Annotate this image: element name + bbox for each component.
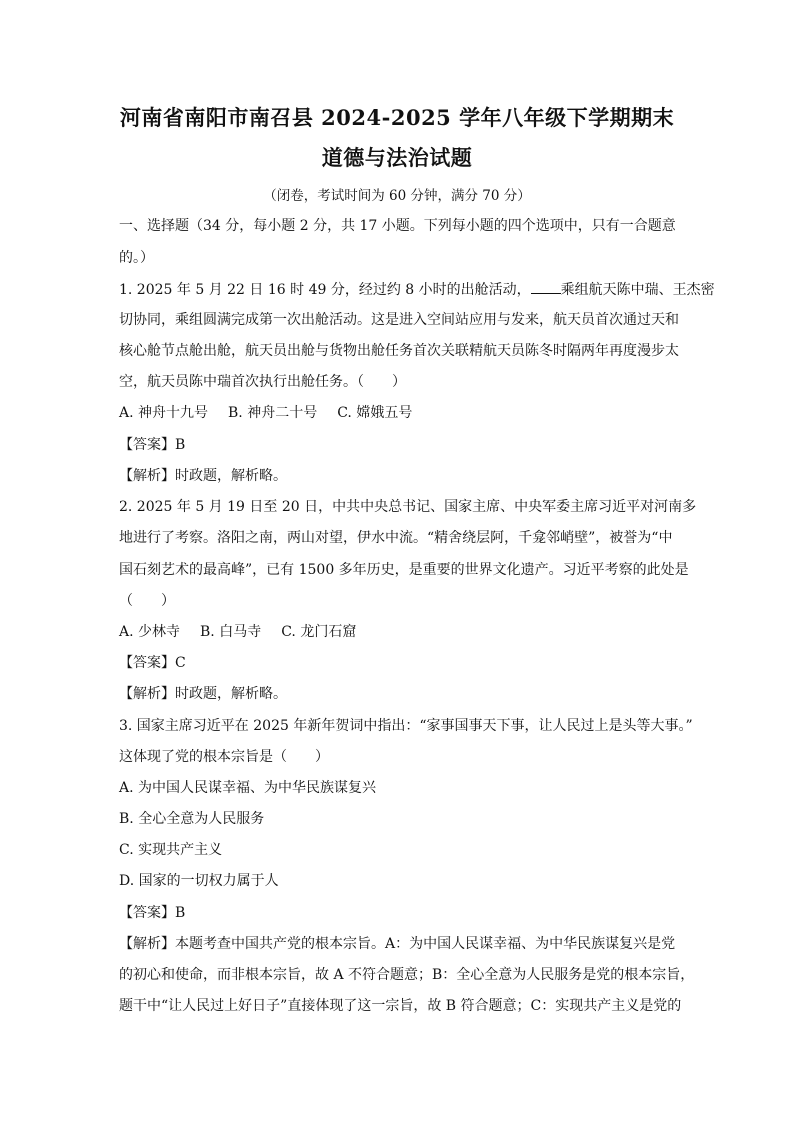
q1-option-a: A. 神舟十九号 bbox=[119, 405, 209, 421]
exam-title-line1: 河南省南阳市南召县 2024-2025 学年八年级下学期期末 bbox=[119, 105, 675, 130]
q3-answer: 【答案】B bbox=[119, 905, 186, 921]
q2-analysis: 【解析】时政题，解析略。 bbox=[119, 686, 287, 702]
q3-analysis-line1: 【解析】本题考查中国共产党的根本宗旨。A：为中国人民谋幸福、为中华民族谋复兴是党 bbox=[119, 936, 676, 952]
q1-option-c: C. 嫦娥五号 bbox=[337, 405, 413, 421]
section-heading-line1: 一、选择题（34 分，每小题 2 分，共 17 小题。下列每小题的四个选项中，只有一合题意 bbox=[119, 218, 676, 234]
q3-stem-line2: 这体现了党的根本宗旨是（ ） bbox=[119, 749, 329, 765]
q3-option-a: A. 为中国人民谋幸福、为中华民族谋复兴 bbox=[119, 780, 377, 796]
q3-option-d: D. 国家的一切权力属于人 bbox=[119, 873, 279, 889]
q2-option-b: B. 白马寺 bbox=[200, 624, 262, 640]
q2-stem-line1: 2. 2025 年 5 月 19 日至 20 日，中共中央总书记、国家主席、中央军委主席习近平对河南多 bbox=[119, 499, 697, 515]
q3-analysis-line3: 题干中“让人民过上好日子”直接体现了这一宗旨，故 B 符合题意；C：实现共产主义是党的 bbox=[119, 998, 682, 1014]
q1-analysis: 【解析】时政题，解析略。 bbox=[119, 468, 287, 484]
q2-options bbox=[119, 622, 689, 642]
q1-answer: 【答案】B bbox=[119, 437, 186, 453]
q3-stem-line1: 3. 国家主席习近平在 2025 年新年贺词中指出：“家事国事天下事，让人民过上是头等大事。” bbox=[119, 718, 693, 734]
q2-option-a: A. 少林寺 bbox=[119, 624, 181, 640]
q1-stem-line4: 空，航天员陈中瑞首次执行出舱任务。（ ） bbox=[119, 374, 406, 390]
q1-stem-line1-start: 1. 2025 年 5 月 22 日 16 时 49 分，经过约 8 小时的出舱活动， bbox=[119, 282, 531, 298]
q2-stem-line4: （ ） bbox=[119, 593, 175, 609]
q1-stem-line3: 核心舱节点舱出舱，航天员出舱与货物出舱任务首次关联精航天员陈冬时隔两年再度漫步太 bbox=[119, 343, 679, 359]
q3-option-b: B. 全心全意为人民服务 bbox=[119, 811, 265, 827]
exam-info: （闭卷，考试时间为 60 分钟，满分 70 分） bbox=[263, 188, 531, 204]
q3-option-c: C. 实现共产主义 bbox=[119, 842, 223, 858]
q2-option-c: C. 龙门石窟 bbox=[281, 624, 357, 640]
exam-title-line2: 道德与法治试题 bbox=[321, 145, 473, 170]
q1-option-b: B. 神舟二十号 bbox=[228, 405, 318, 421]
q2-stem-line2: 地进行了考察。洛阳之南，两山对望，伊水中流。“精舍绕层阿，千龛邻峭壁”，被誉为“中 bbox=[119, 530, 673, 546]
section-heading-line2: 的。） bbox=[119, 250, 154, 266]
q2-answer: 【答案】C bbox=[119, 655, 186, 671]
q1-options bbox=[119, 403, 689, 423]
q1-stem-line1 bbox=[119, 279, 715, 300]
q1-stem-line1-end: 乘组航天陈中瑞、王杰密 bbox=[560, 282, 715, 298]
q1-answer-blank bbox=[531, 279, 561, 294]
q1-stem-line2: 切协同，乘组圆满完成第一次出舱活动。这是进入空间站应用与发来，航天员首次通过天和 bbox=[119, 312, 679, 328]
q3-analysis-line2: 的初心和使命，而非根本宗旨，故 A 不符合题意；B：全心全意为人民服务是党的根本宗旨， bbox=[119, 967, 695, 983]
q2-stem-line3: 国石刻艺术的最高峰”，已有 1500 多年历史，是重要的世界文化遗产。习近平考察的此处是 bbox=[119, 562, 689, 578]
